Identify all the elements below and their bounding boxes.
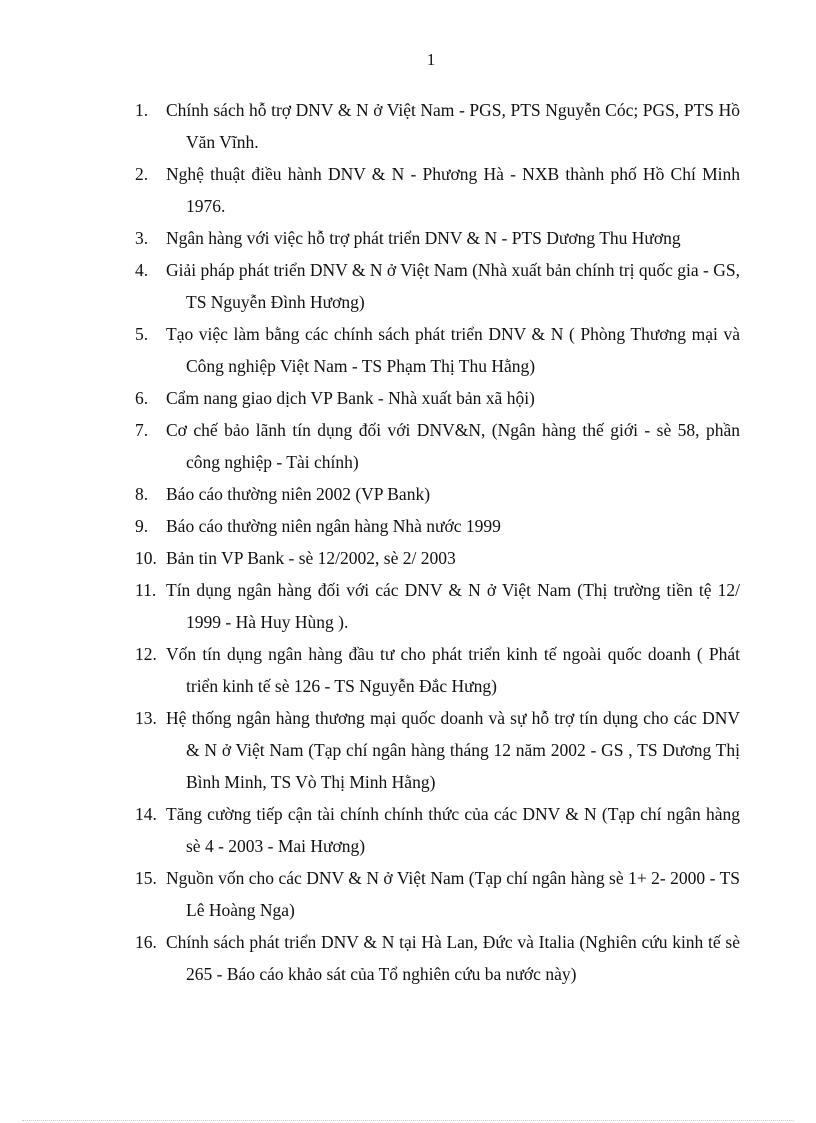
reference-number: 14. <box>135 804 157 824</box>
reference-number: 16. <box>135 932 157 952</box>
reference-text: Báo cáo thường niên ngân hàng Nhà nước 1999 <box>166 516 501 536</box>
reference-number: 10. <box>135 548 157 568</box>
reference-item <box>135 158 740 222</box>
reference-item <box>135 510 740 542</box>
reference-item <box>135 94 740 158</box>
reference-text: Ngân hàng với việc hỗ trợ phát triển DNV & N - PTS Dương Thu Hương <box>166 228 681 248</box>
reference-text: Nguồn vốn cho các DNV & N ở Việt Nam (Tạp chí ngân hàng sè 1+ 2- 2000 - TS Lê Hoàng Nga) <box>166 868 740 920</box>
reference-item <box>135 414 740 478</box>
reference-text: Tạo việc làm bằng các chính sách phát triển DNV & N ( Phòng Thương mại và Công nghiệp Việt Nam - TS Phạm Thị Thu Hằng) <box>166 324 740 376</box>
reference-number: 11. <box>135 580 157 600</box>
reference-text: Hệ thống ngân hàng thương mại quốc doanh và sự hỗ trợ tín dụng cho các DNV & N ở Việt Nam (Tạp chí ngân hàng tháng 12 năm 2002 - GS , TS Dương Thị Bình Minh, TS Vò Thị Minh Hằng) <box>166 708 740 792</box>
reference-number: 8. <box>135 484 149 504</box>
reference-number: 9. <box>135 516 149 536</box>
reference-number: 2. <box>135 164 149 184</box>
reference-item <box>135 382 740 414</box>
reference-item <box>135 574 740 638</box>
reference-item <box>135 542 740 574</box>
page-bottom-divider <box>22 1120 794 1121</box>
reference-text: Chính sách phát triển DNV & N tại Hà Lan, Đức và Italia (Nghiên cứu kinh tế sè 265 - Báo cáo khảo sát của Tổ nghiên cứu ba nước này) <box>166 932 740 984</box>
reference-number: 3. <box>135 228 149 248</box>
reference-list <box>135 94 740 990</box>
reference-item <box>135 862 740 926</box>
reference-number: 4. <box>135 260 149 280</box>
reference-text: Chính sách hỗ trợ DNV & N ở Việt Nam - PGS, PTS Nguyễn Cóc; PGS, PTS Hồ Văn Vĩnh. <box>166 100 740 152</box>
reference-text: Giải pháp phát triển DNV & N ở Việt Nam (Nhà xuất bản chính trị quốc gia - GS, TS Nguyễn Đình Hương) <box>166 260 740 312</box>
reference-text: Tín dụng ngân hàng đối với các DNV & N ở Việt Nam (Thị trường tiền tệ 12/ 1999 - Hà Huy Hùng ). <box>166 580 740 632</box>
reference-number: 1. <box>135 100 149 120</box>
reference-number: 12. <box>135 644 157 664</box>
reference-item <box>135 318 740 382</box>
reference-number: 5. <box>135 324 149 344</box>
reference-number: 15. <box>135 868 157 888</box>
reference-text: Cẩm nang giao dịch VP Bank - Nhà xuất bản xã hội) <box>166 388 535 408</box>
reference-text: Nghệ thuật điều hành DNV & N - Phương Hà - NXB thành phố Hồ Chí Minh 1976. <box>166 164 740 216</box>
reference-item <box>135 254 740 318</box>
reference-item <box>135 478 740 510</box>
reference-text: Tăng cường tiếp cận tài chính chính thức của các DNV & N (Tạp chí ngân hàng sè 4 - 2003 - Mai Hương) <box>166 804 740 856</box>
reference-text: Cơ chế bảo lãnh tín dụng đối với DNV&N, (Ngân hàng thế giới - sè 58, phần công nghiệp - Tài chính) <box>166 420 740 472</box>
reference-number: 7. <box>135 420 149 440</box>
reference-text: Báo cáo thường niên 2002 (VP Bank) <box>166 484 431 504</box>
reference-item <box>135 798 740 862</box>
reference-text: Vốn tín dụng ngân hàng đầu tư cho phát triển kinh tế ngoài quốc doanh ( Phát triển kinh tế sè 126 - TS Nguyễn Đắc Hưng) <box>166 644 740 696</box>
reference-item <box>135 638 740 702</box>
reference-number: 6. <box>135 388 149 408</box>
reference-item <box>135 702 740 798</box>
reference-item <box>135 926 740 990</box>
reference-text: Bản tin VP Bank - sè 12/2002, sè 2/ 2003 <box>166 548 456 568</box>
reference-item <box>135 222 740 254</box>
reference-number: 13. <box>135 708 157 728</box>
page-number: 1 <box>426 50 436 69</box>
